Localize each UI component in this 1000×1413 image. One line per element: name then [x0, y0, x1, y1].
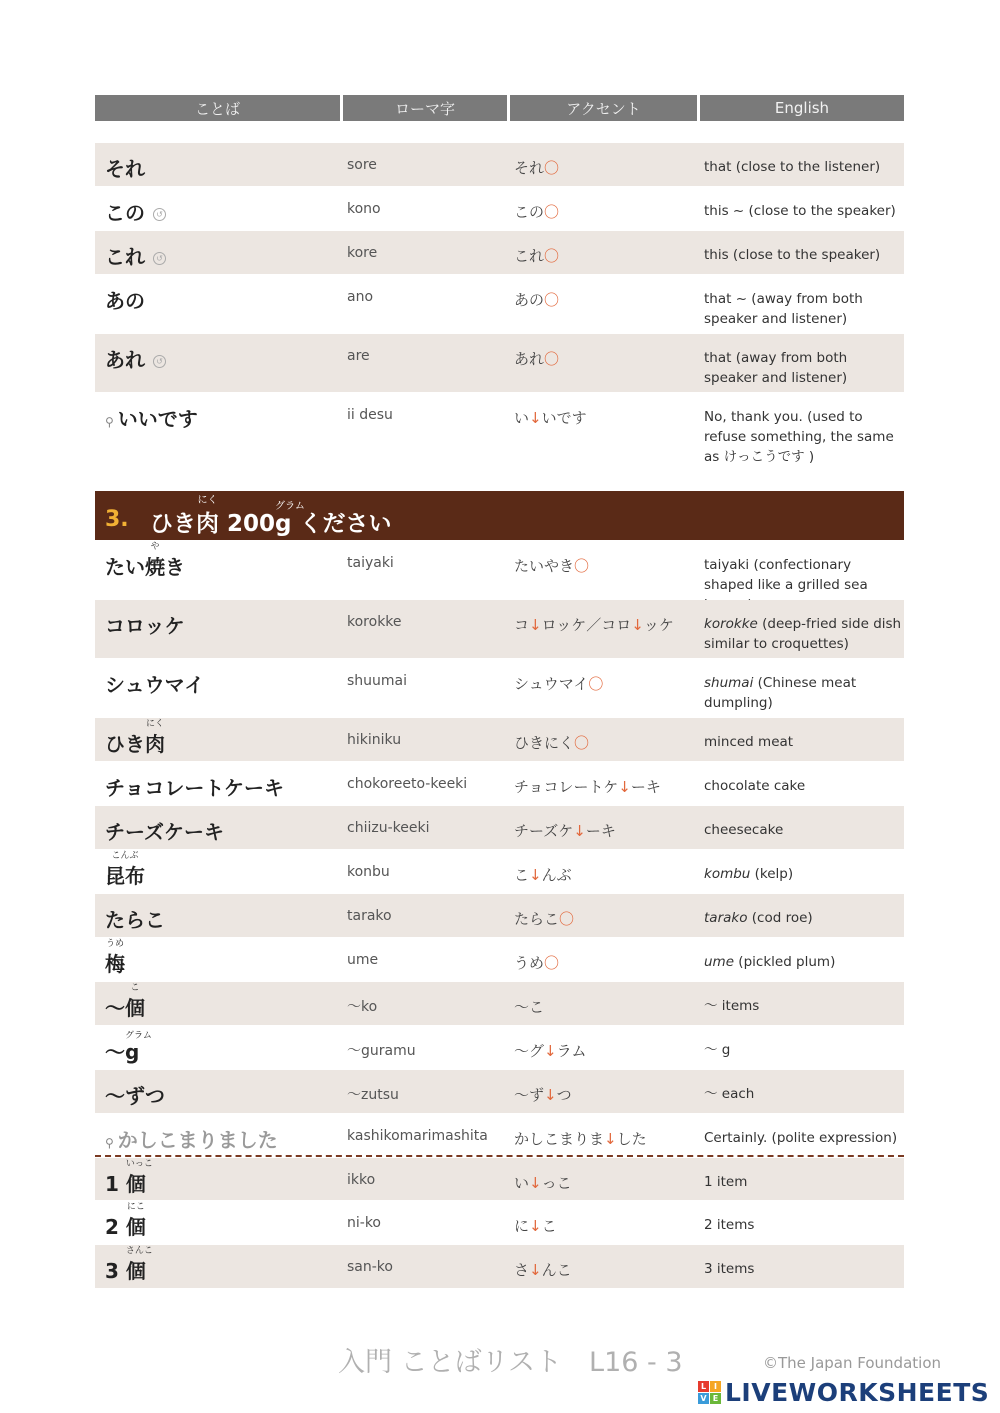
- section-header: [95, 491, 904, 540]
- accent: チョコレートケ↓ーキ: [514, 778, 661, 796]
- table-header: [95, 95, 904, 121]
- table-row: [95, 541, 904, 599]
- table-row: [95, 1201, 904, 1244]
- english: ume (pickled plum): [704, 954, 836, 970]
- english: cheesecake: [704, 822, 784, 838]
- english: ～ g: [704, 1042, 731, 1058]
- word: チーズケーキ: [105, 820, 224, 844]
- logo-letter: L: [698, 1381, 709, 1392]
- table-row: [95, 1114, 904, 1155]
- word: たらこ: [105, 908, 165, 932]
- recycle-icon[interactable]: ↺: [153, 355, 166, 368]
- magnify-icon[interactable]: ⚲: [105, 1136, 114, 1150]
- word: あれ ↺: [105, 344, 166, 373]
- logo-text: LIVEWORKSHEETS: [725, 1378, 990, 1407]
- word: ⚲ かしこまりました: [105, 1128, 278, 1152]
- word: ～ずつ: [105, 1084, 165, 1108]
- accent: コ↓ロッケ／コロ↓ッケ: [514, 616, 674, 634]
- header-english: English: [700, 95, 904, 121]
- liveworksheets-logo[interactable]: [698, 1378, 989, 1407]
- romaji: kore: [347, 245, 378, 261]
- table-row: [95, 1026, 904, 1069]
- english: shumai (Chinese meat dumpling): [704, 675, 857, 711]
- english: ～ each: [704, 1086, 755, 1102]
- romaji: kono: [347, 201, 381, 217]
- romaji: konbu: [347, 864, 390, 880]
- copyright: ©The Japan Foundation: [763, 1354, 942, 1372]
- section-number: 3.: [105, 507, 129, 532]
- accent: い↓いです: [514, 409, 587, 427]
- english: No, thank you. (used to refuse something, the same as けっこうです ): [704, 409, 894, 465]
- header-word: ことば: [95, 95, 340, 121]
- romaji: ～ko: [347, 999, 378, 1015]
- romaji: ii desu: [347, 407, 393, 423]
- word: 2 にこ 個: [105, 1202, 146, 1239]
- accent: こ↓んぶ: [514, 866, 572, 884]
- accent: さ↓んこ: [514, 1261, 572, 1279]
- word: 1 いっこ 個: [105, 1159, 153, 1196]
- romaji: tarako: [347, 908, 392, 924]
- word: それ: [105, 157, 145, 181]
- accent: ～ず↓つ: [514, 1086, 572, 1104]
- divider: [95, 1155, 904, 1157]
- accent: たいやき〇: [514, 557, 590, 575]
- word: この ↺: [105, 197, 166, 226]
- table-row: [95, 762, 904, 805]
- table-row: [95, 1245, 904, 1288]
- english: 1 item: [704, 1174, 748, 1190]
- word: 3 さんこ 個: [105, 1246, 153, 1283]
- english: this (close to the speaker): [704, 247, 881, 263]
- romaji: ～guramu: [347, 1043, 416, 1059]
- header-accent: アクセント: [510, 95, 697, 121]
- english: minced meat: [704, 734, 794, 750]
- table-row: [95, 982, 904, 1025]
- english: Certainly. (polite expression): [704, 1130, 898, 1146]
- table-row: [95, 850, 904, 893]
- romaji: kashikomarimashita: [347, 1128, 488, 1144]
- accent: に↓こ: [514, 1217, 557, 1235]
- logo-letter: E: [710, 1393, 721, 1404]
- accent: ～グ↓ラム: [514, 1042, 587, 1060]
- romaji: hikiniku: [347, 732, 402, 748]
- table-row: [95, 938, 904, 981]
- header-romaji: ローマ字: [343, 95, 507, 121]
- table-row: [95, 1158, 904, 1200]
- romaji: ～zutsu: [347, 1087, 399, 1103]
- word: たい や 焼き: [105, 542, 185, 579]
- accent: たらこ〇: [514, 910, 575, 928]
- table-row: [95, 187, 904, 230]
- word: チョコレートケーキ: [105, 776, 284, 800]
- accent: ひきにく〇: [514, 734, 590, 752]
- romaji: shuumai: [347, 673, 408, 689]
- english: 3 items: [704, 1261, 755, 1277]
- table-row: [95, 275, 904, 333]
- accent: ～こ: [514, 998, 545, 1016]
- word: うめ 梅: [105, 939, 125, 976]
- english: that ~ (away from both speaker and listener): [704, 291, 863, 327]
- english: taiyaki (confectionary shaped like a grilled sea: [704, 557, 868, 593]
- recycle-icon[interactable]: ↺: [153, 208, 166, 221]
- english: 2 items: [704, 1217, 755, 1233]
- english: that (close to the listener): [704, 159, 881, 175]
- table-row: [95, 718, 904, 761]
- footer-title: 入門 ことばリスト L16 - 3: [338, 1347, 683, 1378]
- english: this ~ (close to the speaker): [704, 203, 896, 219]
- romaji: ni-ko: [347, 1215, 381, 1231]
- table-row: [95, 600, 904, 658]
- recycle-icon[interactable]: ↺: [153, 252, 166, 265]
- accent: かしこまりま↓した: [514, 1130, 647, 1148]
- table-row: [95, 231, 904, 274]
- logo-letter: I: [710, 1381, 721, 1392]
- table-row: [95, 806, 904, 849]
- romaji: chokoreeto-keeki: [347, 776, 468, 792]
- english: chocolate cake: [704, 778, 806, 794]
- romaji: are: [347, 348, 370, 364]
- accent: チーズケ↓ーキ: [514, 822, 616, 840]
- romaji: sore: [347, 157, 377, 173]
- table-row: [95, 1070, 904, 1113]
- table-row: [95, 393, 904, 473]
- word: ⚲ いいです: [105, 407, 198, 431]
- word: ひき にく 肉: [105, 719, 165, 756]
- word: ～ グラム g: [105, 1031, 152, 1064]
- english: korokke (deep-fried side dish similar to croquettes): [704, 616, 902, 652]
- accent: それ〇: [514, 159, 560, 177]
- english: tarako (cod roe): [704, 910, 813, 926]
- accent: シュウマイ〇: [514, 675, 604, 693]
- word: あの: [105, 289, 145, 313]
- table-row: [95, 894, 904, 937]
- logo-icon: [698, 1381, 721, 1404]
- word: こんぶ 昆布: [105, 851, 145, 888]
- section-title: ひき にく 肉 200 グラム g ください: [150, 495, 392, 537]
- table-row: [95, 659, 904, 717]
- word: コロッケ: [105, 614, 185, 638]
- accent: あの〇: [514, 291, 560, 309]
- romaji: ikko: [347, 1172, 376, 1188]
- english: ～ items: [704, 998, 760, 1014]
- accent: この〇: [514, 203, 560, 221]
- romaji: ume: [347, 952, 379, 968]
- romaji: taiyaki: [347, 555, 394, 571]
- english: kombu (kelp): [704, 866, 794, 882]
- accent: これ〇: [514, 247, 560, 265]
- word: ～ こ 個: [105, 983, 145, 1020]
- magnify-icon[interactable]: ⚲: [105, 415, 114, 429]
- accent: あれ〇: [514, 350, 560, 368]
- romaji: san-ko: [347, 1259, 393, 1275]
- table-row: [95, 143, 904, 186]
- romaji: korokke: [347, 614, 402, 630]
- logo-letter: V: [698, 1393, 709, 1404]
- word: シュウマイ: [105, 673, 205, 697]
- english: that (away from both speaker and listener): [704, 350, 848, 386]
- romaji: ano: [347, 289, 374, 305]
- table-row: [95, 334, 904, 392]
- accent: うめ〇: [514, 954, 560, 972]
- accent: い↓っこ: [514, 1174, 572, 1192]
- word: これ ↺: [105, 241, 166, 270]
- romaji: chiizu-keeki: [347, 820, 430, 836]
